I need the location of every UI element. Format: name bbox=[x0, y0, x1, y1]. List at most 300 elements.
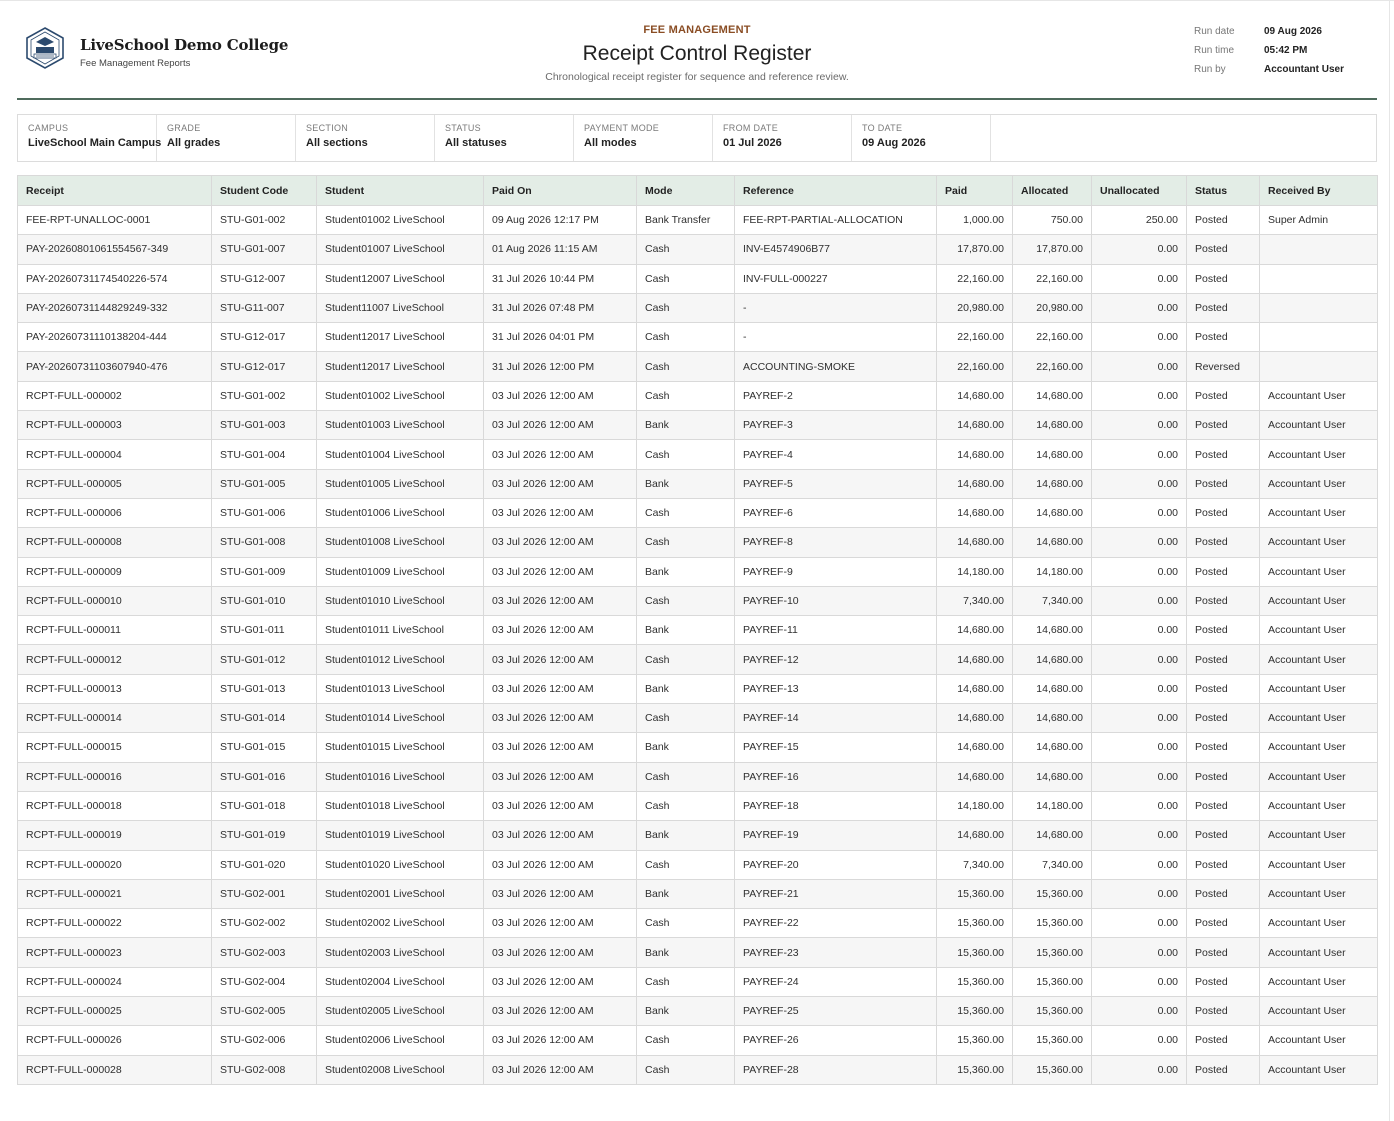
cell-status: Posted bbox=[1187, 557, 1260, 586]
cell-status: Posted bbox=[1187, 616, 1260, 645]
table-row bbox=[18, 557, 1378, 586]
cell-allocated: 15,360.00 bbox=[1013, 909, 1092, 938]
table-row bbox=[18, 586, 1378, 615]
cell-received-by: Accountant User bbox=[1260, 997, 1378, 1026]
cell-status: Posted bbox=[1187, 879, 1260, 908]
filter-summary bbox=[17, 114, 1377, 162]
cell-received-by: Accountant User bbox=[1260, 674, 1378, 703]
cell-student-code: STU-G01-011 bbox=[212, 616, 317, 645]
cell-allocated: 14,680.00 bbox=[1013, 821, 1092, 850]
cell-student: Student02001 LiveSchool bbox=[317, 879, 484, 908]
cell-student: Student02004 LiveSchool bbox=[317, 967, 484, 996]
cell-unallocated: 0.00 bbox=[1092, 352, 1187, 381]
cell-reference: PAYREF-18 bbox=[735, 791, 937, 820]
cell-student: Student01009 LiveSchool bbox=[317, 557, 484, 586]
table-row bbox=[18, 206, 1378, 235]
cell-reference: - bbox=[735, 293, 937, 322]
cell-paid-on: 03 Jul 2026 12:00 AM bbox=[484, 997, 637, 1026]
cell-received-by: Accountant User bbox=[1260, 879, 1378, 908]
cell-reference: INV-E4574906B77 bbox=[735, 235, 937, 264]
column-header-paid: Paid bbox=[937, 176, 1013, 206]
cell-student-code: STU-G12-017 bbox=[212, 352, 317, 381]
cell-student: Student01018 LiveSchool bbox=[317, 791, 484, 820]
cell-receipt: RCPT-FULL-000009 bbox=[18, 557, 212, 586]
filter-to-date bbox=[852, 115, 991, 161]
cell-paid-on: 03 Jul 2026 12:00 AM bbox=[484, 528, 637, 557]
cell-reference: PAYREF-11 bbox=[735, 616, 937, 645]
cell-allocated: 14,680.00 bbox=[1013, 616, 1092, 645]
cell-paid: 14,180.00 bbox=[937, 791, 1013, 820]
cell-allocated: 14,180.00 bbox=[1013, 791, 1092, 820]
cell-allocated: 7,340.00 bbox=[1013, 586, 1092, 615]
table-row bbox=[18, 1055, 1378, 1084]
cell-unallocated: 0.00 bbox=[1092, 1026, 1187, 1055]
table-row bbox=[18, 264, 1378, 293]
cell-allocated: 20,980.00 bbox=[1013, 293, 1092, 322]
cell-mode: Cash bbox=[637, 1055, 735, 1084]
cell-reference: FEE-RPT-PARTIAL-ALLOCATION bbox=[735, 206, 937, 235]
cell-mode: Cash bbox=[637, 586, 735, 615]
cell-status: Posted bbox=[1187, 674, 1260, 703]
cell-received-by: Accountant User bbox=[1260, 909, 1378, 938]
cell-paid-on: 03 Jul 2026 12:00 AM bbox=[484, 704, 637, 733]
filter-label: PAYMENT MODE bbox=[584, 123, 660, 133]
cell-reference: PAYREF-23 bbox=[735, 938, 937, 967]
table-body bbox=[18, 206, 1378, 1085]
right-border bbox=[1389, 0, 1390, 1121]
table-row bbox=[18, 850, 1378, 879]
cell-unallocated: 0.00 bbox=[1092, 411, 1187, 440]
cell-allocated: 14,680.00 bbox=[1013, 704, 1092, 733]
cell-allocated: 14,680.00 bbox=[1013, 381, 1092, 410]
cell-student: Student12007 LiveSchool bbox=[317, 264, 484, 293]
cell-paid-on: 03 Jul 2026 12:00 AM bbox=[484, 645, 637, 674]
filter-value: All statuses bbox=[445, 137, 507, 149]
cell-allocated: 17,870.00 bbox=[1013, 235, 1092, 264]
cell-paid: 7,340.00 bbox=[937, 850, 1013, 879]
cell-status: Posted bbox=[1187, 645, 1260, 674]
cell-status: Posted bbox=[1187, 938, 1260, 967]
cell-status: Posted bbox=[1187, 498, 1260, 527]
table-row bbox=[18, 381, 1378, 410]
cell-status: Posted bbox=[1187, 206, 1260, 235]
table-row bbox=[18, 323, 1378, 352]
cell-student-code: STU-G01-009 bbox=[212, 557, 317, 586]
column-header-student: Student bbox=[317, 176, 484, 206]
cell-status: Posted bbox=[1187, 235, 1260, 264]
cell-student-code: STU-G01-014 bbox=[212, 704, 317, 733]
meta-run-date bbox=[1194, 26, 1344, 45]
cell-reference: PAYREF-3 bbox=[735, 411, 937, 440]
cell-receipt: RCPT-FULL-000020 bbox=[18, 850, 212, 879]
table-row bbox=[18, 440, 1378, 469]
cell-status: Posted bbox=[1187, 733, 1260, 762]
cell-reference: PAYREF-15 bbox=[735, 733, 937, 762]
cell-mode: Cash bbox=[637, 323, 735, 352]
cell-student: Student01013 LiveSchool bbox=[317, 674, 484, 703]
cell-student-code: STU-G01-016 bbox=[212, 762, 317, 791]
cell-student-code: STU-G01-013 bbox=[212, 674, 317, 703]
cell-mode: Bank bbox=[637, 469, 735, 498]
cell-student: Student01003 LiveSchool bbox=[317, 411, 484, 440]
cell-mode: Bank bbox=[637, 821, 735, 850]
cell-mode: Cash bbox=[637, 967, 735, 996]
cell-reference: ACCOUNTING-SMOKE bbox=[735, 352, 937, 381]
cell-status: Posted bbox=[1187, 704, 1260, 733]
filter-section bbox=[296, 115, 435, 161]
cell-allocated: 14,680.00 bbox=[1013, 528, 1092, 557]
cell-student: Student01019 LiveSchool bbox=[317, 821, 484, 850]
cell-status: Posted bbox=[1187, 381, 1260, 410]
cell-mode: Cash bbox=[637, 235, 735, 264]
cell-paid: 14,680.00 bbox=[937, 733, 1013, 762]
cell-reference: PAYREF-19 bbox=[735, 821, 937, 850]
cell-reference: PAYREF-21 bbox=[735, 879, 937, 908]
cell-reference: INV-FULL-000227 bbox=[735, 264, 937, 293]
cell-student-code: STU-G01-020 bbox=[212, 850, 317, 879]
cell-student: Student02005 LiveSchool bbox=[317, 997, 484, 1026]
cell-reference: - bbox=[735, 323, 937, 352]
cell-paid-on: 31 Jul 2026 04:01 PM bbox=[484, 323, 637, 352]
cell-mode: Bank bbox=[637, 938, 735, 967]
column-header-paid-on: Paid On bbox=[484, 176, 637, 206]
meta-label: Run time bbox=[1194, 45, 1235, 56]
cell-allocated: 22,160.00 bbox=[1013, 264, 1092, 293]
cell-receipt: RCPT-FULL-000021 bbox=[18, 879, 212, 908]
cell-unallocated: 0.00 bbox=[1092, 967, 1187, 996]
cell-receipt: RCPT-FULL-000002 bbox=[18, 381, 212, 410]
cell-reference: PAYREF-2 bbox=[735, 381, 937, 410]
cell-paid: 1,000.00 bbox=[937, 206, 1013, 235]
cell-mode: Cash bbox=[637, 498, 735, 527]
cell-reference: PAYREF-20 bbox=[735, 850, 937, 879]
cell-unallocated: 0.00 bbox=[1092, 557, 1187, 586]
cell-received-by bbox=[1260, 323, 1378, 352]
cell-paid-on: 03 Jul 2026 12:00 AM bbox=[484, 733, 637, 762]
cell-mode: Cash bbox=[637, 352, 735, 381]
cell-status: Posted bbox=[1187, 469, 1260, 498]
cell-received-by: Accountant User bbox=[1260, 557, 1378, 586]
cell-paid-on: 01 Aug 2026 11:15 AM bbox=[484, 235, 637, 264]
cell-student: Student01007 LiveSchool bbox=[317, 235, 484, 264]
table-row bbox=[18, 879, 1378, 908]
cell-unallocated: 0.00 bbox=[1092, 293, 1187, 322]
cell-status: Posted bbox=[1187, 967, 1260, 996]
filter-status bbox=[435, 115, 574, 161]
cell-received-by: Accountant User bbox=[1260, 411, 1378, 440]
cell-status: Reversed bbox=[1187, 352, 1260, 381]
cell-received-by bbox=[1260, 293, 1378, 322]
cell-allocated: 15,360.00 bbox=[1013, 997, 1092, 1026]
cell-allocated: 15,360.00 bbox=[1013, 938, 1092, 967]
cell-mode: Cash bbox=[637, 1026, 735, 1055]
cell-unallocated: 250.00 bbox=[1092, 206, 1187, 235]
cell-student-code: STU-G12-007 bbox=[212, 264, 317, 293]
table-row bbox=[18, 704, 1378, 733]
cell-status: Posted bbox=[1187, 909, 1260, 938]
cell-paid-on: 09 Aug 2026 12:17 PM bbox=[484, 206, 637, 235]
cell-paid-on: 03 Jul 2026 12:00 AM bbox=[484, 1026, 637, 1055]
column-header-receipt: Receipt bbox=[18, 176, 212, 206]
cell-unallocated: 0.00 bbox=[1092, 791, 1187, 820]
cell-receipt: RCPT-FULL-000022 bbox=[18, 909, 212, 938]
filter-from-date bbox=[713, 115, 852, 161]
cell-paid-on: 03 Jul 2026 12:00 AM bbox=[484, 850, 637, 879]
cell-reference: PAYREF-4 bbox=[735, 440, 937, 469]
cell-received-by: Accountant User bbox=[1260, 498, 1378, 527]
cell-allocated: 22,160.00 bbox=[1013, 352, 1092, 381]
cell-reference: PAYREF-26 bbox=[735, 1026, 937, 1055]
cell-paid: 14,680.00 bbox=[937, 440, 1013, 469]
cell-reference: PAYREF-5 bbox=[735, 469, 937, 498]
cell-paid: 20,980.00 bbox=[937, 293, 1013, 322]
cell-paid-on: 03 Jul 2026 12:00 AM bbox=[484, 674, 637, 703]
cell-mode: Cash bbox=[637, 704, 735, 733]
cell-mode: Cash bbox=[637, 850, 735, 879]
cell-unallocated: 0.00 bbox=[1092, 821, 1187, 850]
cell-receipt: RCPT-FULL-000013 bbox=[18, 674, 212, 703]
cell-paid: 14,680.00 bbox=[937, 645, 1013, 674]
table-row bbox=[18, 411, 1378, 440]
cell-paid-on: 03 Jul 2026 12:00 AM bbox=[484, 469, 637, 498]
column-header-reference: Reference bbox=[735, 176, 937, 206]
cell-allocated: 15,360.00 bbox=[1013, 1026, 1092, 1055]
cell-student: Student02003 LiveSchool bbox=[317, 938, 484, 967]
cell-student-code: STU-G01-015 bbox=[212, 733, 317, 762]
cell-unallocated: 0.00 bbox=[1092, 645, 1187, 674]
cell-received-by bbox=[1260, 352, 1378, 381]
table-row bbox=[18, 293, 1378, 322]
cell-status: Posted bbox=[1187, 528, 1260, 557]
cell-unallocated: 0.00 bbox=[1092, 381, 1187, 410]
cell-paid: 15,360.00 bbox=[937, 909, 1013, 938]
cell-received-by: Accountant User bbox=[1260, 586, 1378, 615]
cell-paid: 7,340.00 bbox=[937, 586, 1013, 615]
cell-receipt: RCPT-FULL-000015 bbox=[18, 733, 212, 762]
cell-student: Student01016 LiveSchool bbox=[317, 762, 484, 791]
cell-paid: 14,180.00 bbox=[937, 557, 1013, 586]
cell-reference: PAYREF-25 bbox=[735, 997, 937, 1026]
cell-student: Student01015 LiveSchool bbox=[317, 733, 484, 762]
table-row bbox=[18, 967, 1378, 996]
cell-unallocated: 0.00 bbox=[1092, 586, 1187, 615]
cell-paid-on: 03 Jul 2026 12:00 AM bbox=[484, 762, 637, 791]
institution-name: LiveSchool Demo College bbox=[80, 36, 289, 54]
report-subtitle: Chronological receipt register for sequence and reference review. bbox=[545, 71, 849, 83]
cell-received-by: Accountant User bbox=[1260, 381, 1378, 410]
cell-paid: 15,360.00 bbox=[937, 997, 1013, 1026]
cell-paid-on: 03 Jul 2026 12:00 AM bbox=[484, 381, 637, 410]
cell-status: Posted bbox=[1187, 821, 1260, 850]
run-meta bbox=[1194, 26, 1344, 83]
filter-grade bbox=[157, 115, 296, 161]
cell-receipt: RCPT-FULL-000014 bbox=[18, 704, 212, 733]
cell-paid: 15,360.00 bbox=[937, 879, 1013, 908]
table-row bbox=[18, 938, 1378, 967]
column-header-mode: Mode bbox=[637, 176, 735, 206]
cell-reference: PAYREF-12 bbox=[735, 645, 937, 674]
cell-student-code: STU-G01-005 bbox=[212, 469, 317, 498]
cell-student-code: STU-G01-004 bbox=[212, 440, 317, 469]
cell-mode: Cash bbox=[637, 381, 735, 410]
cell-student-code: STU-G01-018 bbox=[212, 791, 317, 820]
cell-unallocated: 0.00 bbox=[1092, 616, 1187, 645]
table-row bbox=[18, 997, 1378, 1026]
cell-receipt: PAY-20260801061554567-349 bbox=[18, 235, 212, 264]
table-row bbox=[18, 528, 1378, 557]
cell-status: Posted bbox=[1187, 791, 1260, 820]
table-row bbox=[18, 674, 1378, 703]
cell-allocated: 14,180.00 bbox=[1013, 557, 1092, 586]
cell-unallocated: 0.00 bbox=[1092, 674, 1187, 703]
filter-value: All sections bbox=[306, 137, 368, 149]
cell-student: Student01002 LiveSchool bbox=[317, 381, 484, 410]
cell-student-code: STU-G01-003 bbox=[212, 411, 317, 440]
cell-paid: 22,160.00 bbox=[937, 352, 1013, 381]
cell-receipt: RCPT-FULL-000025 bbox=[18, 997, 212, 1026]
cell-allocated: 14,680.00 bbox=[1013, 674, 1092, 703]
cell-receipt: RCPT-FULL-000008 bbox=[18, 528, 212, 557]
report-title: Receipt Control Register bbox=[582, 42, 812, 65]
cell-receipt: RCPT-FULL-000011 bbox=[18, 616, 212, 645]
cell-paid-on: 03 Jul 2026 12:00 AM bbox=[484, 791, 637, 820]
cell-paid-on: 03 Jul 2026 12:00 AM bbox=[484, 557, 637, 586]
column-header-allocated: Allocated bbox=[1013, 176, 1092, 206]
meta-run-time bbox=[1194, 45, 1344, 64]
cell-received-by: Accountant User bbox=[1260, 850, 1378, 879]
cell-receipt: PAY-20260731110138204-444 bbox=[18, 323, 212, 352]
cell-paid: 14,680.00 bbox=[937, 469, 1013, 498]
cell-received-by: Accountant User bbox=[1260, 938, 1378, 967]
cell-student-code: STU-G02-003 bbox=[212, 938, 317, 967]
cell-paid: 14,680.00 bbox=[937, 381, 1013, 410]
cell-reference: PAYREF-13 bbox=[735, 674, 937, 703]
cell-unallocated: 0.00 bbox=[1092, 469, 1187, 498]
cell-paid: 14,680.00 bbox=[937, 762, 1013, 791]
cell-allocated: 22,160.00 bbox=[1013, 323, 1092, 352]
filter-campus bbox=[18, 115, 162, 161]
table-row bbox=[18, 821, 1378, 850]
cell-mode: Cash bbox=[637, 762, 735, 791]
cell-received-by bbox=[1260, 264, 1378, 293]
cell-unallocated: 0.00 bbox=[1092, 440, 1187, 469]
cell-receipt: RCPT-FULL-000028 bbox=[18, 1055, 212, 1084]
column-header-unallocated: Unallocated bbox=[1092, 176, 1187, 206]
cell-received-by: Accountant User bbox=[1260, 762, 1378, 791]
cell-paid-on: 31 Jul 2026 10:44 PM bbox=[484, 264, 637, 293]
cell-student-code: STU-G02-004 bbox=[212, 967, 317, 996]
cell-unallocated: 0.00 bbox=[1092, 1055, 1187, 1084]
cell-received-by: Super Admin bbox=[1260, 206, 1378, 235]
cell-mode: Bank bbox=[637, 411, 735, 440]
meta-label: Run date bbox=[1194, 26, 1235, 37]
cell-unallocated: 0.00 bbox=[1092, 938, 1187, 967]
cell-paid-on: 03 Jul 2026 12:00 AM bbox=[484, 938, 637, 967]
cell-mode: Cash bbox=[637, 645, 735, 674]
cell-student: Student01011 LiveSchool bbox=[317, 616, 484, 645]
cell-student: Student11007 LiveSchool bbox=[317, 293, 484, 322]
cell-student-code: STU-G01-002 bbox=[212, 381, 317, 410]
cell-paid: 14,680.00 bbox=[937, 411, 1013, 440]
cell-unallocated: 0.00 bbox=[1092, 528, 1187, 557]
cell-mode: Bank bbox=[637, 879, 735, 908]
cell-reference: PAYREF-10 bbox=[735, 586, 937, 615]
cell-unallocated: 0.00 bbox=[1092, 323, 1187, 352]
cell-receipt: PAY-20260731144829249-332 bbox=[18, 293, 212, 322]
cell-paid-on: 03 Jul 2026 12:00 AM bbox=[484, 616, 637, 645]
meta-value: Accountant User bbox=[1264, 64, 1345, 75]
cell-received-by: Accountant User bbox=[1260, 733, 1378, 762]
cell-paid: 15,360.00 bbox=[937, 967, 1013, 996]
cell-status: Posted bbox=[1187, 762, 1260, 791]
meta-label: Run by bbox=[1194, 64, 1226, 75]
cell-unallocated: 0.00 bbox=[1092, 850, 1187, 879]
cell-paid-on: 31 Jul 2026 07:48 PM bbox=[484, 293, 637, 322]
cell-reference: PAYREF-8 bbox=[735, 528, 937, 557]
cell-unallocated: 0.00 bbox=[1092, 704, 1187, 733]
cell-student: Student12017 LiveSchool bbox=[317, 352, 484, 381]
cell-paid: 14,680.00 bbox=[937, 674, 1013, 703]
cell-received-by bbox=[1260, 235, 1378, 264]
cell-paid: 22,160.00 bbox=[937, 264, 1013, 293]
table-row bbox=[18, 616, 1378, 645]
column-header-student-code: Student Code bbox=[212, 176, 317, 206]
cell-student-code: STU-G11-007 bbox=[212, 293, 317, 322]
cell-paid: 15,360.00 bbox=[937, 938, 1013, 967]
table-row bbox=[18, 791, 1378, 820]
cell-allocated: 14,680.00 bbox=[1013, 469, 1092, 498]
cell-student: Student01014 LiveSchool bbox=[317, 704, 484, 733]
cell-student: Student01005 LiveSchool bbox=[317, 469, 484, 498]
cell-paid-on: 03 Jul 2026 12:00 AM bbox=[484, 879, 637, 908]
report-title-block bbox=[17, 24, 1377, 83]
cell-receipt: RCPT-FULL-000026 bbox=[18, 1026, 212, 1055]
meta-value: 09 Aug 2026 bbox=[1264, 26, 1322, 37]
cell-received-by: Accountant User bbox=[1260, 616, 1378, 645]
filter-value: LiveSchool Main Campus bbox=[28, 137, 162, 149]
cell-paid-on: 31 Jul 2026 12:00 PM bbox=[484, 352, 637, 381]
cell-received-by: Accountant User bbox=[1260, 440, 1378, 469]
cell-student: Student02008 LiveSchool bbox=[317, 1055, 484, 1084]
cell-received-by: Accountant User bbox=[1260, 704, 1378, 733]
filter-label: FROM DATE bbox=[723, 123, 779, 133]
cell-student: Student01020 LiveSchool bbox=[317, 850, 484, 879]
cell-reference: PAYREF-6 bbox=[735, 498, 937, 527]
cell-received-by: Accountant User bbox=[1260, 1055, 1378, 1084]
cell-receipt: RCPT-FULL-000019 bbox=[18, 821, 212, 850]
cell-paid-on: 03 Jul 2026 12:00 AM bbox=[484, 1055, 637, 1084]
cell-received-by: Accountant User bbox=[1260, 645, 1378, 674]
cell-mode: Cash bbox=[637, 791, 735, 820]
table-row bbox=[18, 1026, 1378, 1055]
cell-unallocated: 0.00 bbox=[1092, 909, 1187, 938]
cell-student-code: STU-G02-005 bbox=[212, 997, 317, 1026]
table-row bbox=[18, 645, 1378, 674]
filter-label: STATUS bbox=[445, 123, 481, 133]
cell-reference: PAYREF-28 bbox=[735, 1055, 937, 1084]
cell-mode: Bank Transfer bbox=[637, 206, 735, 235]
cell-allocated: 14,680.00 bbox=[1013, 411, 1092, 440]
cell-paid-on: 03 Jul 2026 12:00 AM bbox=[484, 821, 637, 850]
cell-reference: PAYREF-16 bbox=[735, 762, 937, 791]
cell-student-code: STU-G02-006 bbox=[212, 1026, 317, 1055]
cell-status: Posted bbox=[1187, 323, 1260, 352]
cell-paid-on: 03 Jul 2026 12:00 AM bbox=[484, 411, 637, 440]
cell-student: Student01008 LiveSchool bbox=[317, 528, 484, 557]
table-row bbox=[18, 909, 1378, 938]
cell-receipt: FEE-RPT-UNALLOC-0001 bbox=[18, 206, 212, 235]
table-row bbox=[18, 498, 1378, 527]
